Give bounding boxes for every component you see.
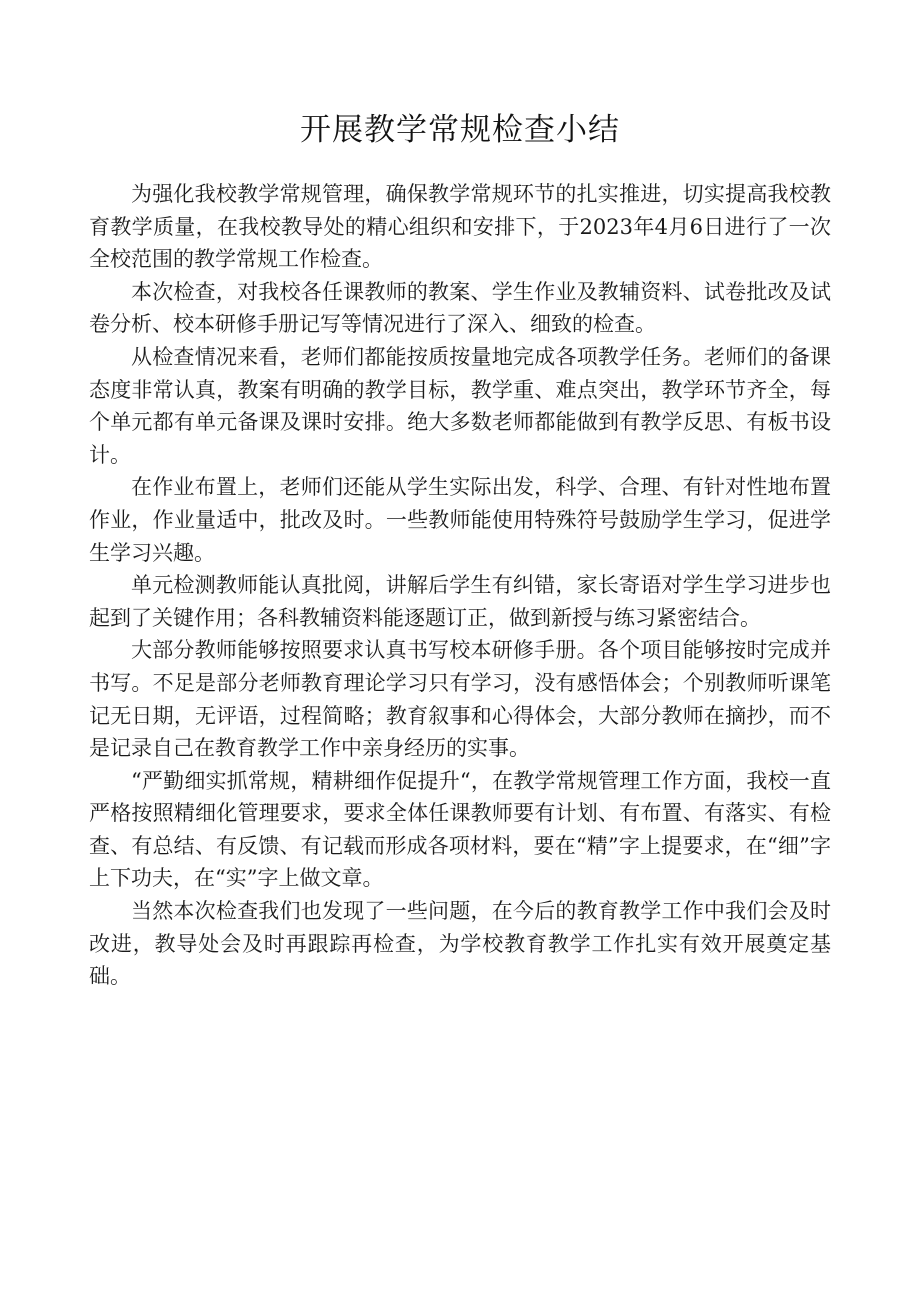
- paragraph: “严勤细实抓常规，精耕细作促提升“，在教学常规管理工作方面，我校一直严格按照精细化管理要求，要求全体任课教师要有计划、有布置、有落实、有检查、有总结、有反馈、有记载而形成各项材料，要在“精”字上提要求，在“细”字上下功夫，在“实”字上做文章。: [89, 768, 831, 891]
- paragraph: 大部分教师能够按照要求认真书写校本研修手册。各个项目能够按时完成并书写。不足是部分老师教育理论学习只有学习，没有感悟体会；个别教师听课笔记无日期，无评语，过程简略；教育叙事和心得体会，大部分教师在摘抄，而不是记录自己在教育教学工作中亲身经历的实事。: [89, 638, 831, 761]
- paragraph: 为强化我校教学常规管理，确保教学常规环节的扎实推进，切实提高我校教育教学质量，在我校教导处的精心组织和安排下，于2023年4月6日进行了一次全校范围的教学常规工作检查。: [89, 182, 831, 272]
- paragraph: 单元检测教师能认真批阅，讲解后学生有纠错，家长寄语对学生学习进步也起到了关键作用；各科教辅资料能逐题订正，做到新授与练习紧密结合。: [89, 573, 831, 630]
- document-title: 开展教学常规检查小结: [300, 112, 620, 148]
- paragraph: 在作业布置上，老师们还能从学生实际出发，科学、合理、有针对性地布置作业，作业量适中，批改及时。一些教师能使用特殊符号鼓励学生学习，促进学生学习兴趣。: [89, 475, 831, 565]
- paragraph: 当然本次检查我们也发现了一些问题，在今后的教育教学工作中我们会及时改进，教导处会及时再跟踪再检查，为学校教育教学工作扎实有效开展奠定基础。: [89, 899, 831, 989]
- paragraph: 本次检查，对我校各任课教师的教案、学生作业及教辅资料、试卷批改及试卷分析、校本研修手册记写等情况进行了深入、细致的检查。: [89, 279, 831, 337]
- document-body: [89, 178, 831, 993]
- paragraph: 从检查情况来看，老师们都能按质按量地完成各项教学任务。老师们的备课态度非常认真，教案有明确的教学目标，教学重、难点突出，教学环节齐全，每个单元都有单元备课及课时安排。绝大多数老师都能做到有教学反思、有板书设计。: [89, 344, 831, 467]
